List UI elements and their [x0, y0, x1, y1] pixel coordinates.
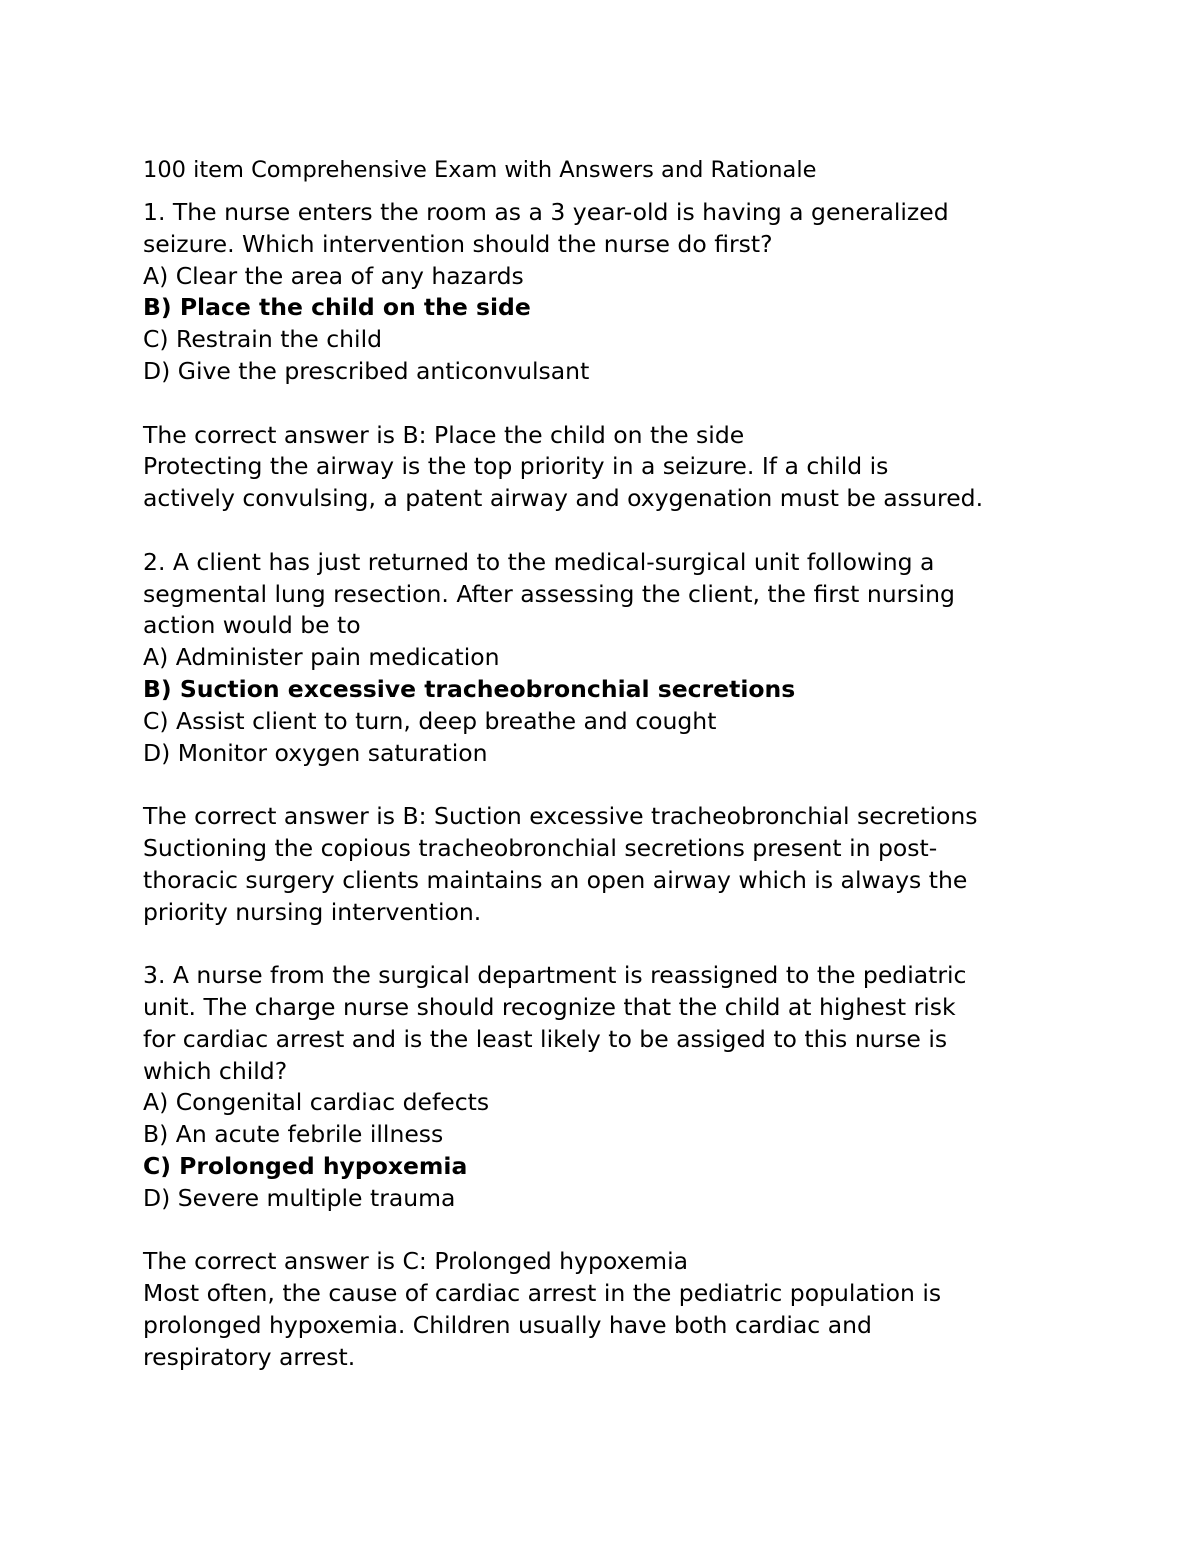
question-3-option-c-correct: C) Prolonged hypoxemia [143, 1151, 468, 1180]
question-3-stem-line: which child? [143, 1056, 288, 1085]
question-1-rationale-line: actively convulsing, a patent airway and oxygenation must be assured. [143, 484, 984, 513]
question-3-rationale-line: prolonged hypoxemia. Children usually have both cardiac and [143, 1310, 872, 1339]
question-3 [143, 960, 1073, 1373]
question-1 [143, 197, 1073, 515]
document-title: 100 item Comprehensive Exam with Answers and Rationale [143, 157, 817, 183]
question-1-option-d: D) Give the prescribed anticonvulsant [143, 356, 590, 385]
spacer [143, 515, 1073, 547]
spacer [143, 388, 1073, 420]
question-3-rationale-line: Most often, the cause of cardiac arrest in the pediatric population is [143, 1279, 942, 1308]
question-2-option-d: D) Monitor oxygen saturation [143, 738, 488, 767]
question-2-option-a: A) Administer pain medication [143, 643, 500, 672]
question-2-option-b-correct: B) Suction excessive tracheobronchial secretions [143, 674, 796, 703]
question-3-stem-line: unit. The charge nurse should recognize that the child at highest risk [143, 992, 956, 1021]
question-1-stem-line: 1. The nurse enters the room as a 3 year-old is having a generalized [143, 198, 949, 226]
question-2 [143, 547, 1073, 929]
question-1-option-b-correct: B) Place the child on the side [143, 293, 531, 322]
question-1-option-a: A) Clear the area of any hazards [143, 261, 524, 290]
question-3-option-d: D) Severe multiple trauma [143, 1183, 456, 1212]
question-2-answer: The correct answer is B: Suction excessive tracheobronchial secretions [143, 802, 978, 831]
question-2-stem-line: 2. A client has just returned to the medical-surgical unit following a [143, 547, 935, 576]
question-1-answer: The correct answer is B: Place the child on the side [143, 420, 745, 449]
document-body [143, 153, 1073, 1373]
question-3-answer: The correct answer is C: Prolonged hypoxemia [143, 1247, 688, 1276]
spacer [143, 769, 1073, 801]
question-3-stem-line: for cardiac arrest and is the least likely to be assiged to this nurse is [143, 1024, 948, 1053]
question-1-option-c: C) Restrain the child [143, 325, 383, 354]
question-2-rationale-line: priority nursing intervention. [143, 897, 482, 926]
question-3-rationale-line: respiratory arrest. [143, 1342, 356, 1371]
spacer [143, 1215, 1073, 1247]
question-2-rationale-line: thoracic surgery clients maintains an open airway which is always the [143, 865, 968, 894]
question-3-option-a: A) Congenital cardiac defects [143, 1088, 490, 1117]
question-1-stem-line: seizure. Which intervention should the nurse do first? [143, 229, 773, 258]
question-2-option-c: C) Assist client to turn, deep breathe and cought [143, 706, 717, 735]
question-3-stem-line: 3. A nurse from the surgical department is reassigned to the pediatric [143, 961, 967, 990]
question-2-stem-line: segmental lung resection. After assessing the client, the first nursing [143, 579, 955, 608]
question-2-stem-line: action would be to [143, 611, 361, 640]
question-1-rationale-line: Protecting the airway is the top priority in a seizure. If a child is [143, 452, 889, 481]
spacer [143, 928, 1073, 960]
question-2-rationale-line: Suctioning the copious tracheobronchial secretions present in post- [143, 833, 938, 862]
question-3-option-b: B) An acute febrile illness [143, 1120, 444, 1149]
